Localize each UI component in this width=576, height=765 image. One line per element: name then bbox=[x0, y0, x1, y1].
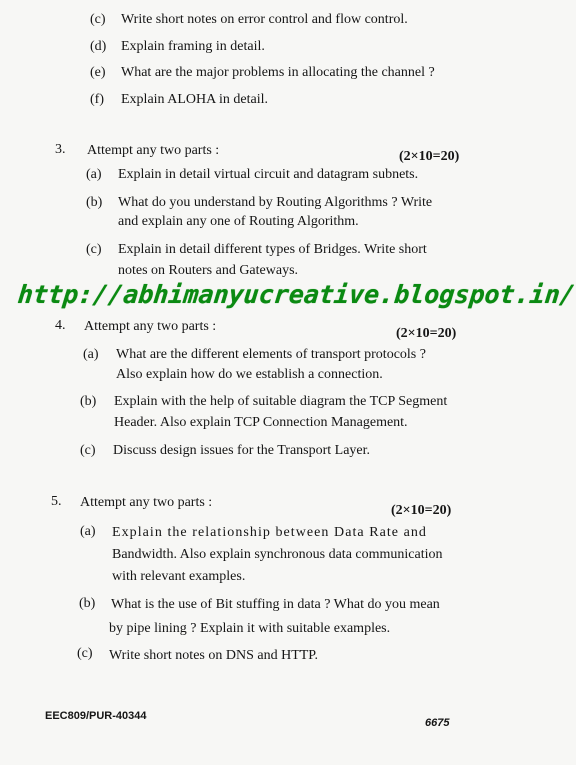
part-text: Also explain how do we establish a connection. bbox=[116, 367, 383, 382]
question-instruction: Attempt any two parts : bbox=[87, 143, 220, 158]
question-number: 3. bbox=[55, 142, 66, 157]
part-label: (a) bbox=[83, 347, 99, 362]
question-number: 5. bbox=[51, 494, 62, 509]
part-label: (c) bbox=[90, 12, 106, 27]
question-instruction: Attempt any two parts : bbox=[80, 495, 213, 510]
part-text: Discuss design issues for the Transport Layer. bbox=[113, 443, 371, 458]
paper-code: EEC809/PUR-40344 bbox=[45, 710, 147, 722]
question-marks: (2×10=20) bbox=[396, 326, 457, 341]
part-label: (c) bbox=[80, 443, 96, 458]
question-marks: (2×10=20) bbox=[391, 503, 452, 518]
part-label: (a) bbox=[86, 167, 102, 182]
part-label: (b) bbox=[86, 195, 103, 210]
part-label: (c) bbox=[77, 646, 93, 661]
part-text: Write short notes on DNS and HTTP. bbox=[109, 648, 319, 663]
part-label: (d) bbox=[90, 39, 107, 54]
blog-watermark: http://abhimanyucreative.blogspot.in/ bbox=[16, 280, 576, 309]
question-instruction: Attempt any two parts : bbox=[84, 319, 217, 334]
part-text: Header. Also explain TCP Connection Management. bbox=[114, 415, 408, 430]
part-text: Bandwidth. Also explain synchronous data communication bbox=[112, 547, 443, 562]
part-text: and explain any one of Routing Algorithm. bbox=[118, 214, 359, 229]
part-text: Explain ALOHA in detail. bbox=[121, 92, 268, 107]
part-text: Explain with the help of suitable diagram the TCP Segment bbox=[114, 394, 448, 409]
part-text: Explain in detail different types of Bridges. Write short bbox=[118, 242, 427, 257]
part-text: Write short notes on error control and flow control. bbox=[121, 12, 408, 27]
part-label: (f) bbox=[90, 92, 104, 107]
part-text: What do you understand by Routing Algorithms ? Write bbox=[118, 195, 433, 210]
part-text: Explain framing in detail. bbox=[121, 39, 265, 54]
part-text: What is the use of Bit stuffing in data ? What do you mean bbox=[111, 597, 440, 612]
part-text: Explain in detail virtual circuit and datagram subnets. bbox=[118, 167, 419, 182]
part-label: (b) bbox=[80, 394, 97, 409]
part-text: by pipe lining ? Explain it with suitable examples. bbox=[109, 621, 391, 636]
part-label: (c) bbox=[86, 242, 102, 257]
part-label: (a) bbox=[80, 524, 96, 539]
part-text: with relevant examples. bbox=[112, 569, 246, 584]
question-marks: (2×10=20) bbox=[399, 149, 460, 164]
part-label: (b) bbox=[79, 596, 96, 611]
question-number: 4. bbox=[55, 318, 66, 333]
part-text: What are the different elements of transport protocols ? bbox=[116, 347, 426, 362]
part-label: (e) bbox=[90, 65, 106, 80]
part-text: notes on Routers and Gateways. bbox=[118, 263, 299, 278]
part-text: Explain the relationship between Data Rate and bbox=[112, 525, 427, 540]
part-text: What are the major problems in allocating the channel ? bbox=[121, 65, 435, 80]
page-code: 6675 bbox=[425, 717, 450, 729]
